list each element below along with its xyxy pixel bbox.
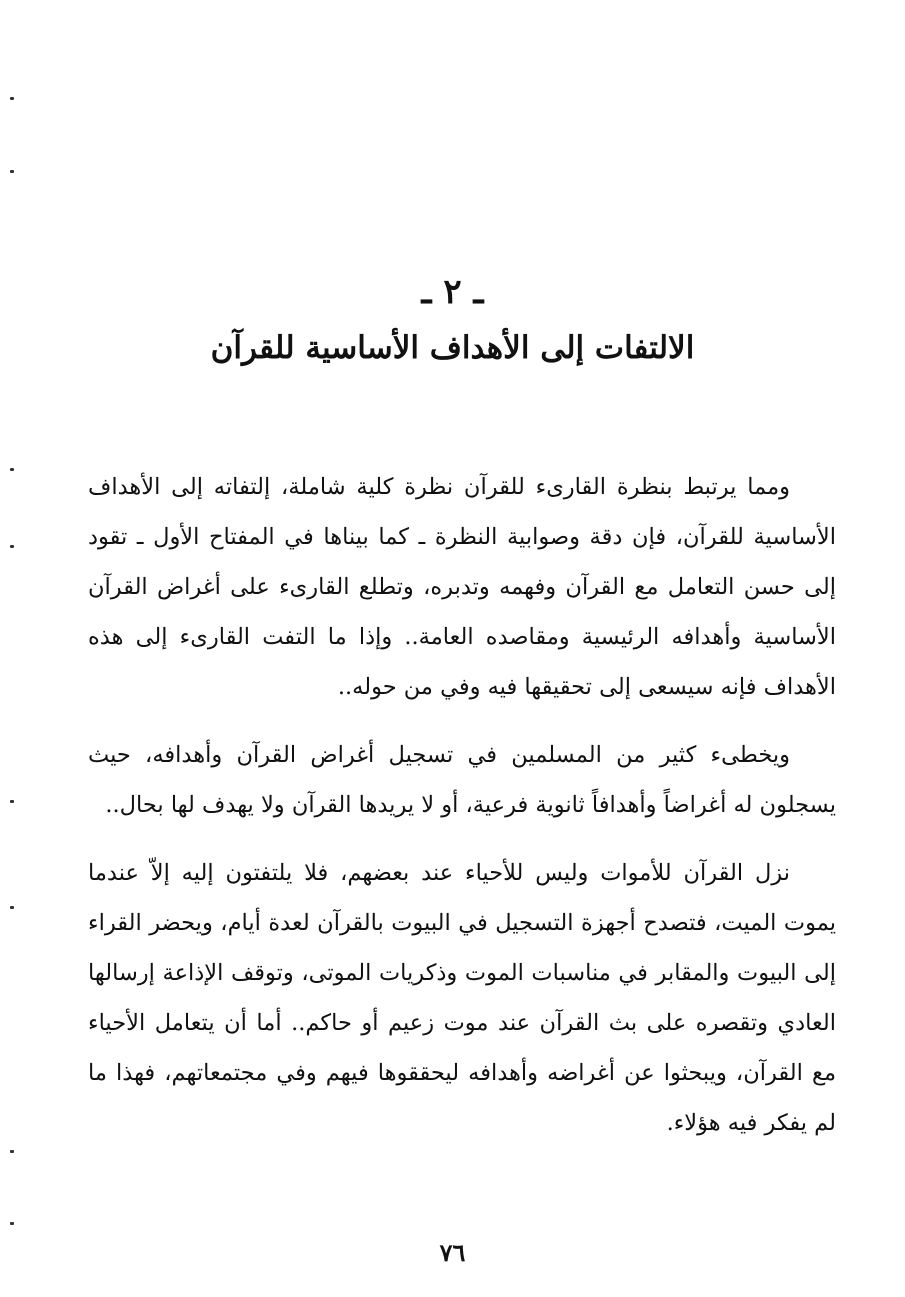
body-text (88, 462, 836, 1166)
margin-speck (10, 545, 14, 548)
chapter-title: الالتفات إلى الأهداف الأساسية للقرآن (210, 330, 695, 366)
margin-speck (10, 97, 14, 100)
paragraph: ومما يرتبط بنظرة القارىء للقرآن نظرة كلية شاملة، إلتفاته إلى الأهداف الأساسية للقرآن، فإن دقة وصوابية النظرة ـ كما بيناها في المفتاح الأول ـ تقود إلى حسن التعامل مع القرآن وفهمه وتدبره، وتطلع القارىء على أغراض القرآن الأساسية وأهدافه الرئيسية ومقاصده العامة.. وإذا ما التفت القارىء إلى هذه الأهداف فإنه سيسعى إلى تحقيقها فيه وفي من حوله.. (88, 474, 836, 700)
margin-speck (10, 468, 14, 471)
margin-speck (10, 1150, 14, 1153)
paragraph: نزل القرآن للأموات وليس للأحياء عند بعضهم، فلا يلتفتون إليه إلاّ عندما يموت الميت، فتصدح أجهزة التسجيل في البيوت بالقرآن لعدة أيام، ويحضر القراء إلى البيوت والمقابر في مناسبات الموت وذكريات الموتى، وتوقف الإذاعة إرسالها العادي وتقصره على بث القرآن عند موت زعيم أو حاكم.. أما أن يتعامل الأحياء مع القرآن، ويبحثوا عن أغراضه وأهدافه ليحققوها فيهم وفي مجتمعاتهم، فهذا ما لم يفكر فيه هؤلاء. (88, 860, 836, 1136)
margin-speck (10, 1222, 14, 1225)
margin-speck (10, 170, 14, 173)
chapter-number: ـ ٢ ـ (421, 272, 484, 312)
paragraph: ويخطىء كثير من المسلمين في تسجيل أغراض القرآن وأهدافه، حيث يسجلون له أغراضاً وأهدافاً ثانوية فرعية، أو لا يريدها القرآن ولا يهدف لها بحال.. (88, 742, 836, 818)
page-number: ٧٦ (439, 1238, 466, 1267)
margin-speck (10, 800, 14, 803)
margin-speck (10, 906, 14, 909)
